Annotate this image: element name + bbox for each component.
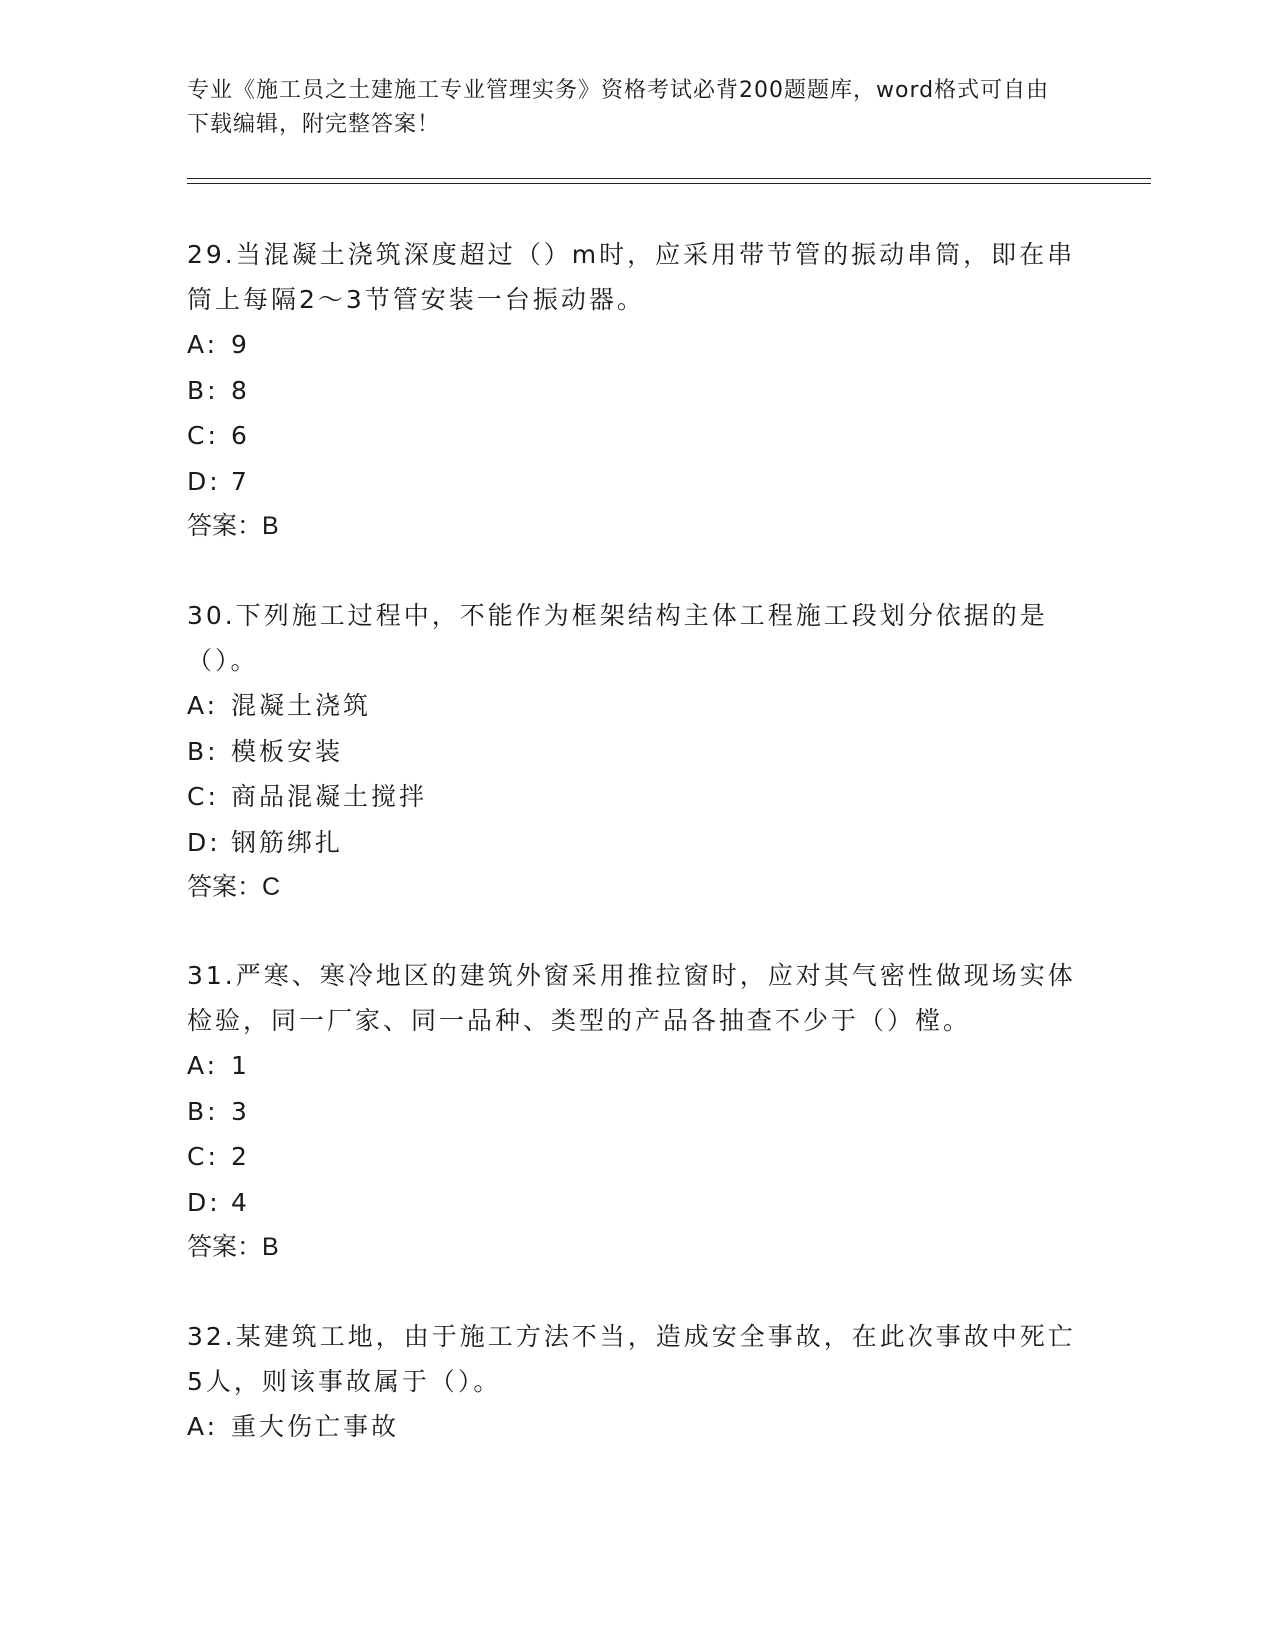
option-letter: C: (187, 1142, 219, 1171)
question-30 (187, 593, 1087, 910)
option-c (187, 1134, 1087, 1180)
option-text: 重大伤亡事故 (231, 1412, 400, 1441)
question-32 (187, 1314, 1087, 1450)
option-letter: C: (187, 782, 219, 811)
header-rule-bottom (187, 183, 1151, 184)
option-text: 1 (231, 1051, 250, 1080)
option-c (187, 774, 1087, 820)
answer: 答案：B (187, 1233, 279, 1261)
option-d (187, 1180, 1087, 1226)
option-letter: A: (187, 1051, 219, 1080)
option-text: 2 (231, 1142, 250, 1171)
option-letter: A: (187, 330, 219, 359)
option-text: 4 (231, 1187, 250, 1217)
option-letter: A: (187, 691, 219, 720)
question-29 (187, 232, 1087, 549)
option-letter: D: (187, 1187, 221, 1217)
header-rule-top (187, 178, 1151, 179)
option-text: 9 (231, 330, 250, 359)
option-letter: B: (187, 736, 219, 766)
option-letter: D: (187, 466, 221, 496)
option-b (187, 729, 1087, 775)
option-letter: B: (187, 375, 219, 405)
document-header (187, 74, 1067, 142)
option-letter: A: (187, 1412, 219, 1441)
option-text: 商品混凝土搅拌 (231, 782, 428, 811)
answer: 答案：B (187, 512, 279, 540)
option-text: 6 (231, 421, 250, 450)
option-b (187, 1089, 1087, 1135)
question-31 (187, 953, 1087, 1270)
header-title: 专业《施工员之土建施工专业管理实务》资格考试必背200题题库，word格式可自由下载编辑，附完整答案！ (187, 78, 1050, 137)
option-a (187, 1404, 1087, 1450)
option-letter: B: (187, 1096, 219, 1126)
option-text: 钢筋绑扎 (231, 827, 344, 857)
option-c (187, 413, 1087, 459)
question-text: 31.严寒、寒冷地区的建筑外窗采用推拉窗时，应对其气密性做现场实体检验，同一厂家、同一品种、类型的产品各抽查不少于（）樘。 (187, 961, 1076, 1035)
option-b (187, 368, 1087, 414)
question-text: 29.当混凝土浇筑深度超过（）m时，应采用带节管的振动串筒，即在串筒上每隔2～3节管安装一台振动器。 (187, 240, 1076, 314)
option-d (187, 459, 1087, 505)
option-letter: C: (187, 421, 219, 450)
option-text: 混凝土浇筑 (231, 691, 372, 720)
option-a (187, 683, 1087, 729)
option-letter: D: (187, 827, 221, 857)
option-text: 模板安装 (231, 736, 344, 766)
question-text: 30.下列施工过程中，不能作为框架结构主体工程施工段划分依据的是（）。 (187, 601, 1048, 675)
answer: 答案：C (187, 873, 281, 901)
question-text: 32.某建筑工地，由于施工方法不当，造成安全事故，在此次事故中死亡5人，则该事故属于（）。 (187, 1322, 1076, 1396)
option-a (187, 1043, 1087, 1089)
option-d (187, 820, 1087, 866)
option-text: 7 (231, 466, 250, 496)
option-text: 8 (231, 375, 250, 405)
option-a (187, 322, 1087, 368)
option-text: 3 (231, 1096, 250, 1126)
